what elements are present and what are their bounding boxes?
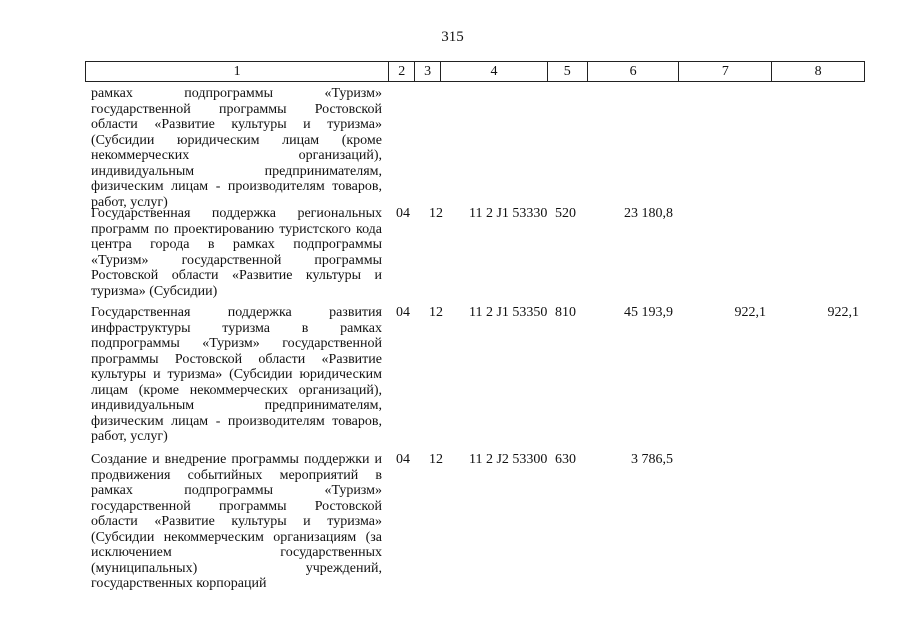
header-col-8: 8 — [814, 64, 822, 79]
row-target-article: 11 2 J1 53330 — [469, 206, 548, 221]
row-expense-type: 810 — [555, 305, 576, 320]
table-header — [85, 61, 865, 82]
row-description: Государственная поддержка развития инфраструктуры туризма в рамках подпрограммы «Туризм» государственной программы Ростовской области «Развитие культуры и туризма» (Субсидии юридическим лицам (кроме некоммерческих организаций), индивидуальным предпринимателям, физическим лицам - производителям товаров, работ, услуг) — [91, 305, 382, 444]
row-amount-2: 922,1 — [734, 305, 766, 320]
header-col-5: 5 — [548, 62, 588, 81]
header-col-1: 1 — [86, 62, 389, 81]
row-subsection-code: 12 — [429, 206, 443, 221]
row-expense-type: 520 — [555, 206, 576, 221]
row-section-code: 04 — [396, 305, 410, 320]
row-target-article: 11 2 J2 53300 — [469, 452, 548, 467]
row-expense-type: 630 — [555, 452, 576, 467]
header-col-7: 7 — [679, 62, 772, 81]
row-description: рамках подпрограммы «Туризм» государственной программы Ростовской области «Развитие культуры и туризма» (Субсидии юридическим лицам (кроме некоммерческих организаций), индивидуальным предпринимателям, физическим лицам - производителям товаров, работ, услуг) — [91, 86, 382, 210]
row-subsection-code: 12 — [429, 305, 443, 320]
row-description: Создание и внедрение программы поддержки и продвижения событийных мероприятий в рамках подпрограммы «Туризм» государственной программы Ростовской области «Развитие культуры и туризма» (Субсидии некоммерческим организациям (за исключением государственных (муниципальных) учреждений, государственных корпораций — [91, 452, 382, 591]
row-section-code: 04 — [396, 452, 410, 467]
row-description: Государственная поддержка региональных программ по проектированию туристского кода центра города в рамках подпрограммы «Туризм» государственной программы Ростовской области «Развитие культуры и туризма» (Субсидии) — [91, 206, 382, 299]
row-subsection-code: 12 — [429, 452, 443, 467]
row-amount-1: 45 193,9 — [624, 305, 673, 320]
header-col-3: 3 — [415, 62, 441, 81]
row-target-article: 11 2 J1 53350 — [469, 305, 548, 320]
header-col-6: 6 — [588, 62, 680, 81]
header-col-4: 4 — [441, 62, 548, 81]
row-section-code: 04 — [396, 206, 410, 221]
row-amount-1: 3 786,5 — [631, 452, 673, 467]
row-amount-1: 23 180,8 — [624, 206, 673, 221]
header-col-2: 2 — [389, 62, 415, 81]
row-amount-3: 922,1 — [827, 305, 859, 320]
page-number: 315 — [441, 29, 464, 45]
